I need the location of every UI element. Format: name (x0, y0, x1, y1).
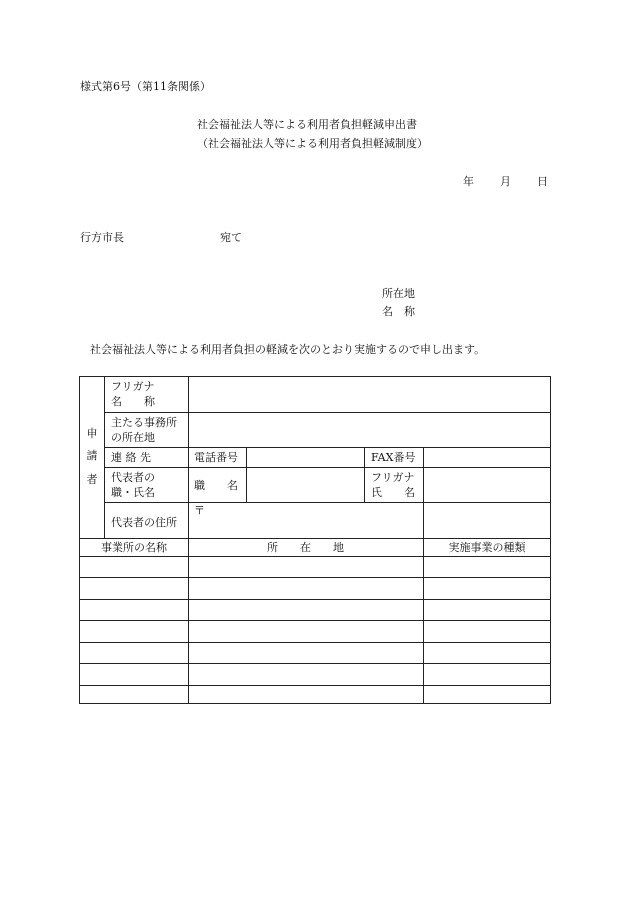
table-rule (80, 620, 551, 621)
applicant-name-label: 名 称 (382, 305, 415, 318)
date-month-label: 月 (500, 175, 511, 188)
applicant-side-label-1: 申 (86, 427, 98, 440)
representative-label-line2: 職・氏名 (111, 486, 155, 499)
phone-label: 電話番号 (194, 451, 238, 464)
table-rule (104, 412, 551, 413)
application-statement: 社会福祉法人等による利用者負担の軽減を次のとおり実施するので申し出ます。 (90, 343, 486, 356)
table-row[interactable] (425, 687, 548, 702)
table-row[interactable] (425, 601, 548, 618)
table-row[interactable] (190, 558, 421, 575)
representative-name-field[interactable] (425, 469, 548, 500)
table-row[interactable] (190, 622, 421, 640)
date-year-label: 年 (463, 175, 474, 188)
table-row[interactable] (425, 558, 548, 575)
office-name-header: 事業所の名称 (101, 541, 167, 554)
table-row[interactable] (425, 622, 548, 640)
applicant-address-label: 所在地 (382, 287, 415, 300)
table-row[interactable] (82, 558, 186, 575)
table-row[interactable] (82, 579, 186, 597)
table-row[interactable] (190, 601, 421, 618)
table-row[interactable] (82, 622, 186, 640)
table-row[interactable] (425, 644, 548, 661)
table-row[interactable] (190, 579, 421, 597)
table-rule (80, 685, 551, 686)
table-row[interactable] (190, 665, 421, 683)
table-rule (104, 502, 551, 503)
office-address-label-line1: 主たる事務所 (111, 416, 177, 429)
table-rule (80, 642, 551, 643)
representative-address-label: 代表者の住所 (111, 516, 177, 529)
table-rule (104, 377, 105, 538)
table-rule (423, 447, 424, 703)
table-rule (80, 599, 551, 600)
corporation-name-field[interactable] (190, 379, 548, 410)
representative-address-field[interactable] (204, 504, 548, 536)
addressee-name: 行方市長 (80, 231, 124, 244)
table-row[interactable] (425, 579, 548, 597)
table-rule (104, 447, 551, 448)
table-rule (80, 577, 551, 578)
office-address-label-line2: の所在地 (111, 431, 155, 444)
table-row[interactable] (425, 665, 548, 683)
application-form-table (79, 376, 551, 704)
addressee-suffix: 宛て (220, 231, 242, 244)
service-type-header: 実施事業の種類 (448, 541, 526, 554)
office-address-field[interactable] (190, 414, 548, 445)
table-row[interactable] (190, 687, 421, 702)
fax-field[interactable] (425, 449, 548, 465)
table-rule (80, 556, 551, 557)
document-title: 社会福祉法人等による利用者負担軽減申出書 (197, 118, 417, 131)
date-day-label: 日 (537, 175, 548, 188)
position-field[interactable] (248, 469, 362, 500)
table-rule (246, 447, 247, 502)
document-subtitle: （社会福祉法人等による利用者負担軽減制度） (197, 137, 428, 150)
corporation-name-label: 名 称 (111, 395, 155, 408)
phone-field[interactable] (248, 449, 362, 465)
table-rule (364, 447, 365, 502)
table-row[interactable] (82, 687, 186, 702)
representative-label-line1: 代表者の (111, 471, 155, 484)
postal-mark: 〒 (194, 504, 205, 517)
applicant-side-label-3: 者 (86, 473, 98, 486)
table-row[interactable] (82, 644, 186, 661)
office-address-header: 所 在 地 (267, 541, 344, 554)
applicant-side-label-2: 請 (86, 449, 98, 462)
representative-name-label: 氏 名 (371, 486, 415, 499)
contact-label: 連 絡 先 (111, 451, 151, 464)
table-row[interactable] (82, 601, 186, 618)
table-row[interactable] (190, 644, 421, 661)
table-rule (188, 377, 189, 703)
fax-label: FAX番号 (371, 451, 416, 464)
table-rule (104, 467, 551, 468)
table-rule (80, 538, 551, 539)
table-row[interactable] (82, 665, 186, 683)
table-rule (80, 663, 551, 664)
form-number: 様式第6号（第11条関係） (80, 80, 211, 93)
representative-furigana-label: フリガナ (371, 471, 415, 484)
position-label: 職 名 (194, 479, 238, 492)
furigana-label: フリガナ (111, 380, 155, 393)
